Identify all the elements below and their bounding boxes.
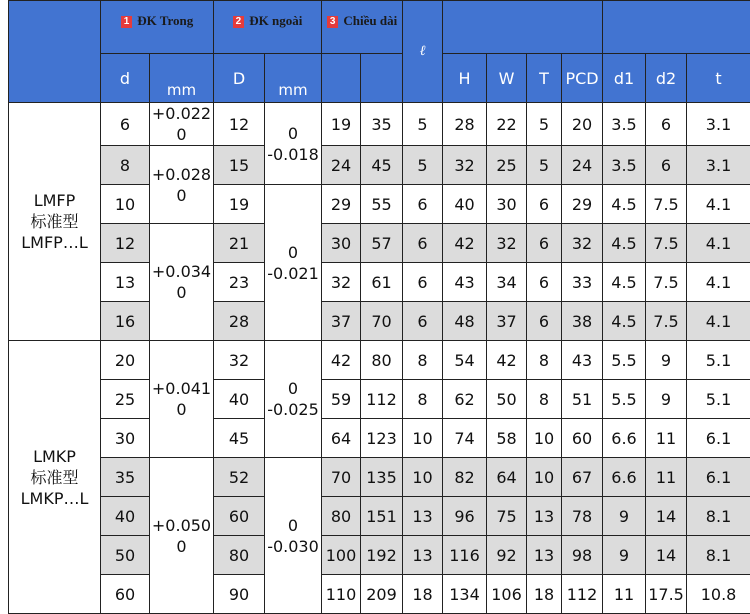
cell-L2: 123 bbox=[361, 419, 403, 458]
cell-d2: 6 bbox=[646, 146, 687, 185]
cell-PCD: 29 bbox=[562, 185, 603, 224]
cell-D: 19 bbox=[214, 185, 265, 224]
inner-tolerance-line: 0 bbox=[150, 124, 213, 145]
cell-L1: 19 bbox=[322, 103, 361, 146]
cell-T: 13 bbox=[527, 536, 562, 575]
cell-W: 34 bbox=[487, 263, 527, 302]
cell-T: 5 bbox=[527, 146, 562, 185]
cell-W: 42 bbox=[487, 341, 527, 380]
cell-W: 92 bbox=[487, 536, 527, 575]
cell-T: 6 bbox=[527, 263, 562, 302]
cell-t: 10.8 bbox=[687, 575, 750, 614]
cell-D: 52 bbox=[214, 458, 265, 497]
table-row bbox=[9, 575, 750, 614]
cell-d: 40 bbox=[101, 497, 150, 536]
cell-PCD: 43 bbox=[562, 341, 603, 380]
header-T: T bbox=[527, 54, 562, 103]
cell-D: 12 bbox=[214, 103, 265, 146]
cell-W: 106 bbox=[487, 575, 527, 614]
header-length: 3 Chiều dài bbox=[322, 1, 403, 54]
cell-D: 28 bbox=[214, 302, 265, 341]
cell-d2: 7.5 bbox=[646, 224, 687, 263]
cell-d1: 3.5 bbox=[603, 146, 646, 185]
cell-H: 32 bbox=[443, 146, 487, 185]
group-label bbox=[9, 341, 101, 614]
outer-tolerance-line: -0.025 bbox=[265, 399, 321, 420]
cell-PCD: 112 bbox=[562, 575, 603, 614]
header-mm-1: mm bbox=[150, 54, 214, 103]
header-PCD: PCD bbox=[562, 54, 603, 103]
cell-d1: 3.5 bbox=[603, 103, 646, 146]
header-outer-diameter: 2 ĐK ngoài bbox=[214, 1, 322, 54]
cell-PCD: 24 bbox=[562, 146, 603, 185]
table-row bbox=[9, 380, 750, 419]
outer-tolerance-line: -0.030 bbox=[265, 536, 321, 557]
cell-W: 37 bbox=[487, 302, 527, 341]
cell-t: 4.1 bbox=[687, 224, 750, 263]
cell-T: 18 bbox=[527, 575, 562, 614]
cell-d1: 9 bbox=[603, 497, 646, 536]
cell-L2: 151 bbox=[361, 497, 403, 536]
cell-L1: 42 bbox=[322, 341, 361, 380]
header-t: t bbox=[687, 54, 750, 103]
cell-PCD: 38 bbox=[562, 302, 603, 341]
group-label-line: 标准型 bbox=[9, 211, 100, 232]
cell-d: 50 bbox=[101, 536, 150, 575]
cell-L2: 35 bbox=[361, 103, 403, 146]
cell-H: 54 bbox=[443, 341, 487, 380]
group-label bbox=[9, 103, 101, 341]
cell-ell: 18 bbox=[403, 575, 443, 614]
header-ell: ℓ bbox=[403, 1, 443, 103]
group-label-line: LMFP bbox=[9, 190, 100, 211]
cell-L1: 37 bbox=[322, 302, 361, 341]
cell-L2: 55 bbox=[361, 185, 403, 224]
table-row bbox=[9, 146, 750, 185]
header-inner-diameter: 1 ĐK Trong bbox=[101, 1, 214, 54]
cell-d1: 5.5 bbox=[603, 341, 646, 380]
cell-t: 3.1 bbox=[687, 146, 750, 185]
cell-d1: 4.5 bbox=[603, 263, 646, 302]
cell-d1: 5.5 bbox=[603, 380, 646, 419]
cell-t: 6.1 bbox=[687, 419, 750, 458]
cell-ell: 6 bbox=[403, 263, 443, 302]
cell-ell: 5 bbox=[403, 103, 443, 146]
cell-H: 28 bbox=[443, 103, 487, 146]
table-row bbox=[9, 263, 750, 302]
cell-L2: 80 bbox=[361, 341, 403, 380]
cell-T: 10 bbox=[527, 458, 562, 497]
cell-L2: 61 bbox=[361, 263, 403, 302]
header-row-2 bbox=[9, 54, 750, 103]
cell-W: 30 bbox=[487, 185, 527, 224]
cell-ell: 10 bbox=[403, 419, 443, 458]
cell-L1: 59 bbox=[322, 380, 361, 419]
cell-t: 5.1 bbox=[687, 380, 750, 419]
cell-t: 4.1 bbox=[687, 185, 750, 224]
group-label-line: 标准型 bbox=[9, 467, 100, 488]
outer-tolerance-line: -0.018 bbox=[265, 144, 321, 165]
header-blank bbox=[9, 1, 101, 103]
table-row bbox=[9, 185, 750, 224]
cell-L1: 30 bbox=[322, 224, 361, 263]
cell-ell: 6 bbox=[403, 185, 443, 224]
table-row bbox=[9, 103, 750, 146]
cell-D: 40 bbox=[214, 380, 265, 419]
inner-tolerance-line: +0.028 bbox=[150, 164, 213, 185]
table-row bbox=[9, 419, 750, 458]
cell-L1: 24 bbox=[322, 146, 361, 185]
cell-H: 42 bbox=[443, 224, 487, 263]
cell-L1: 32 bbox=[322, 263, 361, 302]
inner-tolerance-line: +0.041 bbox=[150, 378, 213, 399]
cell-d2: 11 bbox=[646, 458, 687, 497]
cell-d: 35 bbox=[101, 458, 150, 497]
inner-tolerance-line: +0.050 bbox=[150, 515, 213, 536]
cell-d: 30 bbox=[101, 419, 150, 458]
inner-tolerance-line: +0.034 bbox=[150, 261, 213, 282]
cell-W: 22 bbox=[487, 103, 527, 146]
inner-tolerance bbox=[150, 224, 214, 341]
table-row bbox=[9, 302, 750, 341]
cell-d: 13 bbox=[101, 263, 150, 302]
inner-tolerance-line: 0 bbox=[150, 399, 213, 420]
outer-tolerance-line: 0 bbox=[265, 515, 321, 536]
cell-L1: 64 bbox=[322, 419, 361, 458]
cell-t: 8.1 bbox=[687, 497, 750, 536]
cell-PCD: 20 bbox=[562, 103, 603, 146]
cell-d1: 6.6 bbox=[603, 458, 646, 497]
outer-tolerance bbox=[265, 103, 322, 185]
cell-PCD: 33 bbox=[562, 263, 603, 302]
cell-d: 60 bbox=[101, 575, 150, 614]
group-label-line: LMKP bbox=[9, 446, 100, 467]
cell-H: 43 bbox=[443, 263, 487, 302]
outer-tolerance bbox=[265, 185, 322, 341]
header-d: d bbox=[101, 54, 150, 103]
cell-d2: 9 bbox=[646, 380, 687, 419]
cell-t: 3.1 bbox=[687, 103, 750, 146]
cell-ell: 8 bbox=[403, 380, 443, 419]
inner-tolerance bbox=[150, 103, 214, 146]
cell-D: 23 bbox=[214, 263, 265, 302]
cell-W: 25 bbox=[487, 146, 527, 185]
cell-ell: 6 bbox=[403, 224, 443, 263]
outer-tolerance bbox=[265, 341, 322, 458]
table-body bbox=[9, 103, 750, 614]
inner-tolerance bbox=[150, 458, 214, 614]
cell-H: 74 bbox=[443, 419, 487, 458]
table-row bbox=[9, 458, 750, 497]
cell-d1: 4.5 bbox=[603, 302, 646, 341]
cell-d2: 7.5 bbox=[646, 263, 687, 302]
cell-d: 20 bbox=[101, 341, 150, 380]
table-row bbox=[9, 497, 750, 536]
cell-W: 75 bbox=[487, 497, 527, 536]
cell-PCD: 67 bbox=[562, 458, 603, 497]
cell-D: 21 bbox=[214, 224, 265, 263]
header-mm-2: mm bbox=[265, 54, 322, 103]
cell-T: 6 bbox=[527, 302, 562, 341]
cell-T: 13 bbox=[527, 497, 562, 536]
outer-tolerance-line: 0 bbox=[265, 242, 321, 263]
cell-d: 25 bbox=[101, 380, 150, 419]
cell-d: 10 bbox=[101, 185, 150, 224]
cell-t: 8.1 bbox=[687, 536, 750, 575]
spec-table bbox=[8, 0, 750, 614]
cell-d: 16 bbox=[101, 302, 150, 341]
cell-W: 50 bbox=[487, 380, 527, 419]
cell-t: 4.1 bbox=[687, 302, 750, 341]
cell-L1: 110 bbox=[322, 575, 361, 614]
cell-d2: 7.5 bbox=[646, 302, 687, 341]
cell-L1: 80 bbox=[322, 497, 361, 536]
cell-D: 80 bbox=[214, 536, 265, 575]
cell-d1: 9 bbox=[603, 536, 646, 575]
cell-H: 40 bbox=[443, 185, 487, 224]
cell-d1: 4.5 bbox=[603, 185, 646, 224]
cell-ell: 8 bbox=[403, 341, 443, 380]
cell-ell: 10 bbox=[403, 458, 443, 497]
cell-d2: 7.5 bbox=[646, 185, 687, 224]
cell-d2: 14 bbox=[646, 536, 687, 575]
cell-PCD: 32 bbox=[562, 224, 603, 263]
cell-T: 5 bbox=[527, 103, 562, 146]
header-W: W bbox=[487, 54, 527, 103]
badge-1: 1 bbox=[121, 16, 133, 28]
header-L2 bbox=[361, 54, 403, 103]
cell-H: 48 bbox=[443, 302, 487, 341]
cell-T: 6 bbox=[527, 224, 562, 263]
cell-t: 4.1 bbox=[687, 263, 750, 302]
cell-L2: 135 bbox=[361, 458, 403, 497]
cell-ell: 13 bbox=[403, 536, 443, 575]
cell-PCD: 98 bbox=[562, 536, 603, 575]
cell-L2: 209 bbox=[361, 575, 403, 614]
table-row bbox=[9, 341, 750, 380]
cell-d2: 14 bbox=[646, 497, 687, 536]
cell-d1: 6.6 bbox=[603, 419, 646, 458]
cell-W: 64 bbox=[487, 458, 527, 497]
cell-H: 82 bbox=[443, 458, 487, 497]
cell-d1: 11 bbox=[603, 575, 646, 614]
cell-d2: 6 bbox=[646, 103, 687, 146]
cell-d2: 17.5 bbox=[646, 575, 687, 614]
cell-T: 8 bbox=[527, 380, 562, 419]
cell-W: 32 bbox=[487, 224, 527, 263]
cell-L1: 100 bbox=[322, 536, 361, 575]
cell-d1: 4.5 bbox=[603, 224, 646, 263]
cell-D: 32 bbox=[214, 341, 265, 380]
cell-T: 10 bbox=[527, 419, 562, 458]
cell-PCD: 51 bbox=[562, 380, 603, 419]
cell-L2: 57 bbox=[361, 224, 403, 263]
inner-tolerance-line: 0 bbox=[150, 536, 213, 557]
table-row bbox=[9, 536, 750, 575]
header-D: D bbox=[214, 54, 265, 103]
cell-H: 62 bbox=[443, 380, 487, 419]
header-H: H bbox=[443, 54, 487, 103]
inner-tolerance-line: +0.022 bbox=[150, 103, 213, 124]
inner-tolerance bbox=[150, 341, 214, 458]
cell-W: 58 bbox=[487, 419, 527, 458]
badge-2: 2 bbox=[233, 16, 245, 28]
cell-H: 134 bbox=[443, 575, 487, 614]
cell-L2: 70 bbox=[361, 302, 403, 341]
group-label-line: LMKP…L bbox=[9, 488, 100, 509]
badge-3: 3 bbox=[327, 16, 339, 28]
cell-T: 6 bbox=[527, 185, 562, 224]
header-d2: d2 bbox=[646, 54, 687, 103]
cell-L1: 70 bbox=[322, 458, 361, 497]
cell-d2: 9 bbox=[646, 341, 687, 380]
cell-t: 5.1 bbox=[687, 341, 750, 380]
cell-D: 15 bbox=[214, 146, 265, 185]
cell-L2: 112 bbox=[361, 380, 403, 419]
cell-T: 8 bbox=[527, 341, 562, 380]
cell-PCD: 60 bbox=[562, 419, 603, 458]
cell-d: 12 bbox=[101, 224, 150, 263]
outer-tolerance-line: -0.021 bbox=[265, 263, 321, 284]
cell-D: 45 bbox=[214, 419, 265, 458]
cell-H: 116 bbox=[443, 536, 487, 575]
cell-H: 96 bbox=[443, 497, 487, 536]
inner-tolerance bbox=[150, 146, 214, 224]
cell-D: 90 bbox=[214, 575, 265, 614]
header-hole-blank bbox=[603, 1, 750, 54]
outer-tolerance bbox=[265, 458, 322, 614]
cell-d: 8 bbox=[101, 146, 150, 185]
cell-ell: 6 bbox=[403, 302, 443, 341]
cell-L2: 45 bbox=[361, 146, 403, 185]
cell-ell: 13 bbox=[403, 497, 443, 536]
cell-ell: 5 bbox=[403, 146, 443, 185]
cell-PCD: 78 bbox=[562, 497, 603, 536]
outer-tolerance-line: 0 bbox=[265, 378, 321, 399]
cell-t: 6.1 bbox=[687, 458, 750, 497]
header-flange-blank bbox=[443, 1, 603, 54]
cell-d2: 11 bbox=[646, 419, 687, 458]
header-d1: d1 bbox=[603, 54, 646, 103]
table-row bbox=[9, 224, 750, 263]
cell-D: 60 bbox=[214, 497, 265, 536]
inner-tolerance-line: 0 bbox=[150, 185, 213, 206]
header-L1 bbox=[322, 54, 361, 103]
header-row-1 bbox=[9, 1, 750, 54]
cell-d: 6 bbox=[101, 103, 150, 146]
cell-L2: 192 bbox=[361, 536, 403, 575]
outer-tolerance-line: 0 bbox=[265, 123, 321, 144]
cell-L1: 29 bbox=[322, 185, 361, 224]
inner-tolerance-line: 0 bbox=[150, 282, 213, 303]
group-label-line: LMFP…L bbox=[9, 232, 100, 253]
